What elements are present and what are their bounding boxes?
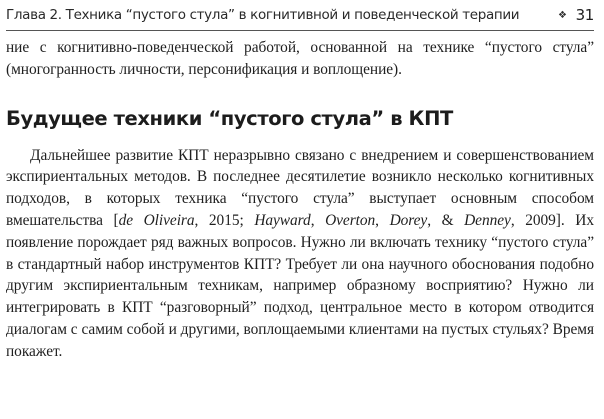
citation-author: Denney bbox=[464, 211, 511, 229]
continued-paragraph: ние с когнитивно-поведенческой работой, основанной на технике “пустого стула” (многогранность личности, персонификация и воплощение). bbox=[6, 39, 594, 78]
citation-author: Hayward bbox=[254, 211, 311, 229]
running-header bbox=[6, 0, 594, 31]
citation-author: Dorey bbox=[389, 211, 428, 229]
body-text-part2: . Их появление порождает ряд важных вопросов. Нужно ли включать технику “пустого стула” в стандартный набор инструментов КПТ? Требует ли она научного обоснования подобно другим экспириентальным техникам, например образному восприятию? Нужно ли интегрировать в КПТ “разговорный” подход, центральное место в котором отводится диалогам с самим собой и другими, воплощаемыми клиентами на пустых стульях? Время покажет. bbox=[6, 211, 594, 360]
citation-year: , 2015; bbox=[194, 211, 255, 229]
citation-separator: , bbox=[310, 211, 326, 229]
body-text-part1: Дальнейшее развитие КПТ неразрывно связано с внедрением и совершенствованием экспириентальных методов. В последнее десятилетие возникло несколько когнитивных подходов, в которых техника “пустого стула” выступает основным способом вмешательства [ bbox=[6, 146, 594, 229]
ornament-icon: ❖ bbox=[557, 9, 567, 21]
body-paragraph bbox=[6, 145, 594, 363]
section-heading: Будущее техники “пустого стула” в КПТ bbox=[6, 106, 453, 130]
citation-separator: , bbox=[375, 211, 390, 229]
citation-author: de Oliveira bbox=[118, 211, 195, 229]
citation-author: Overton bbox=[325, 211, 376, 229]
citation-separator: , & bbox=[427, 211, 465, 229]
citation-year: , 2009] bbox=[510, 211, 561, 229]
running-title: Глава 2. Техника “пустого стула” в когнитивной и поведенческой терапии bbox=[6, 7, 520, 23]
page-number: 31 bbox=[575, 6, 594, 24]
